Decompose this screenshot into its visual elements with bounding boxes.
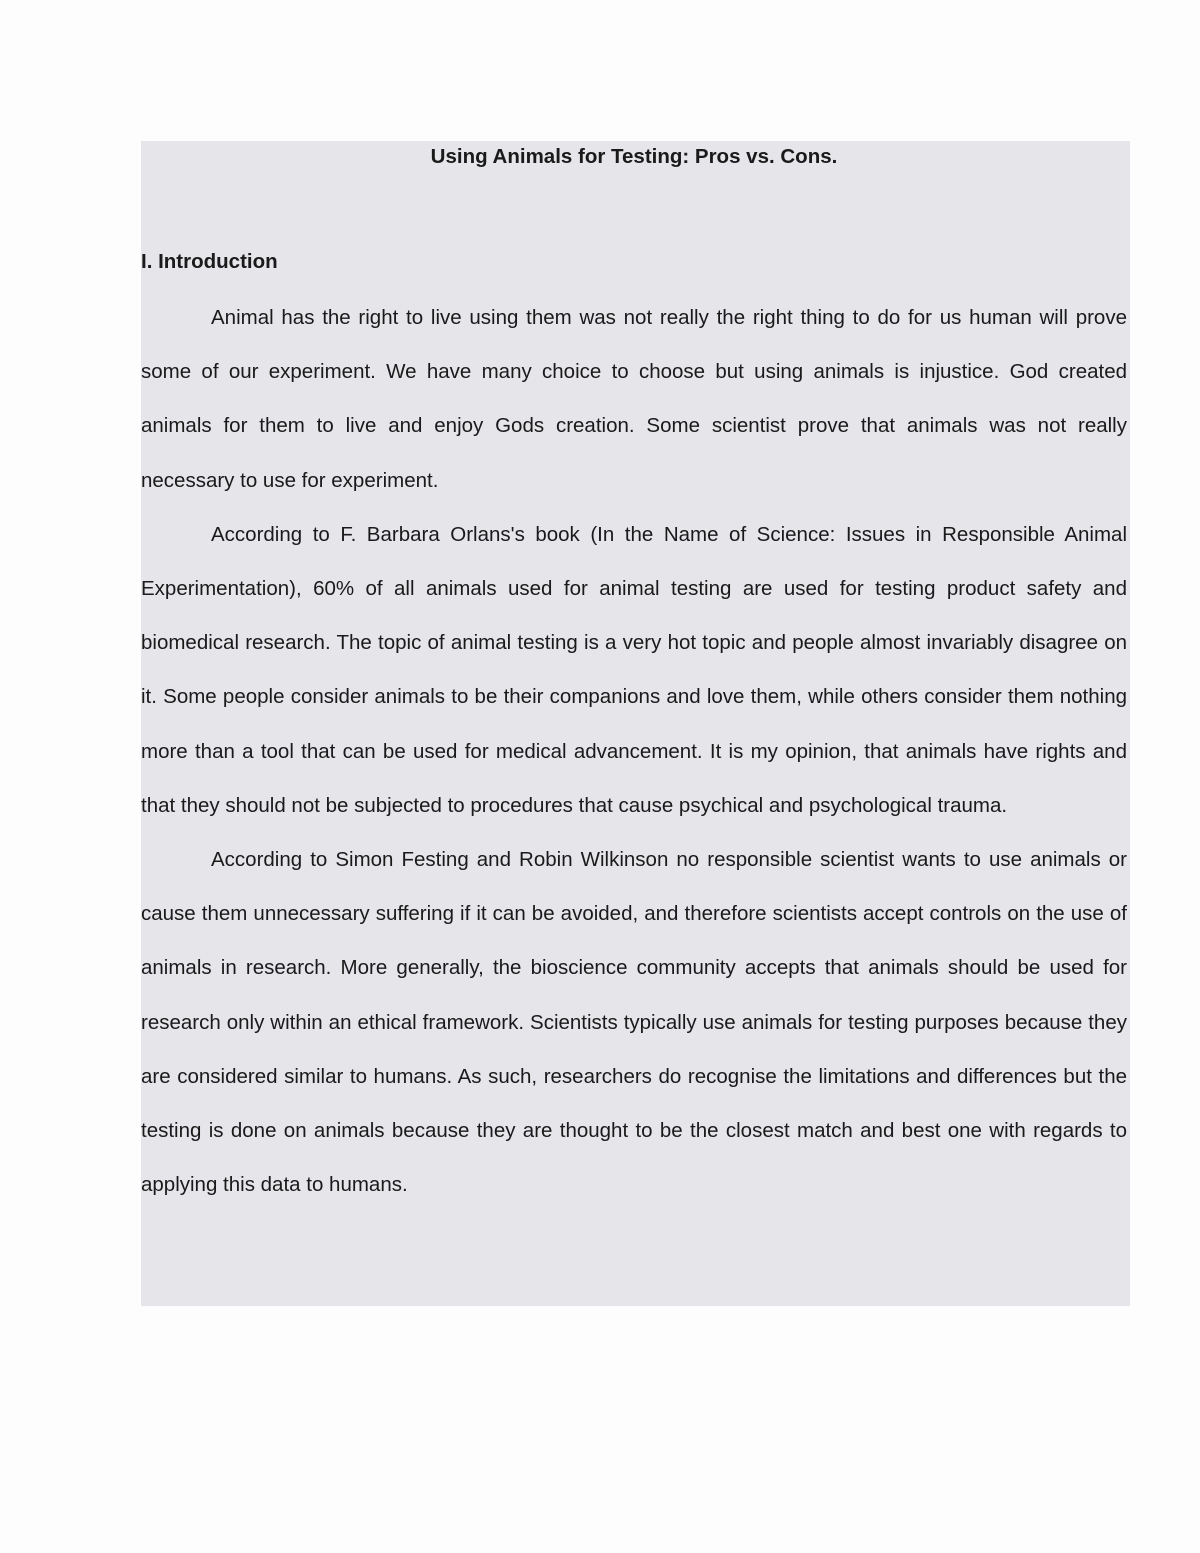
document-body xyxy=(141,141,1127,1212)
paragraph-3: According to Simon Festing and Robin Wilkinson no responsible scientist wants to use animals or cause them unnecessary suffering if it can be avoided, and therefore scientists accept controls on the use of animals in research. More generally, the bioscience community accepts that animals should be used for research only within an ethical framework. Scientists typically use animals for testing purposes because they are considered similar to humans. As such, researchers do recognise the limitations and differences but the testing is done on animals because they are thought to be the closest match and best one with regards to applying this data to humans. xyxy=(141,848,1127,1197)
paragraph-2: According to F. Barbara Orlans's book (In the Name of Science: Issues in Responsible Animal Experimentation), 60% of all animals used for animal testing are used for testing product safety and biomedical research. The topic of animal testing is a very hot topic and people almost invariably disagree on it. Some people consider animals to be their companions and love them, while others consider them nothing more than a tool that can be used for medical advancement. It is my opinion, that animals have rights and that they should not be subjected to procedures that cause psychical and psychological trauma. xyxy=(141,522,1127,817)
paragraph-1: Animal has the right to live using them was not really the right thing to do for us human will prove some of our experiment. We have many choice to choose but using animals is injustice. God created animals for them to live and enjoy Gods creation. Some scientist prove that animals was not really necessary to use for experiment. xyxy=(141,306,1127,492)
document-title: Using Animals for Testing: Pros vs. Cons. xyxy=(430,145,838,168)
section-heading-introduction: I. Introduction xyxy=(141,250,278,273)
